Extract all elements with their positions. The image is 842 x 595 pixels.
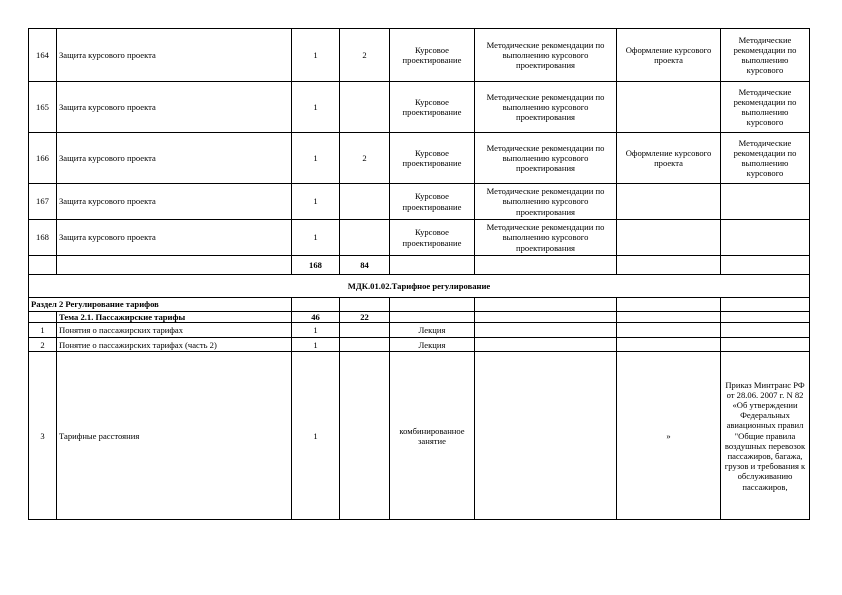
lesson-homework	[617, 323, 721, 338]
lesson-type: Курсовое проектирование	[390, 82, 475, 133]
section-row	[29, 298, 810, 312]
lesson-homework	[617, 220, 721, 256]
mdk-title: МДК.01.02.Тарифное регулирование	[29, 275, 810, 298]
lesson-sources	[721, 323, 810, 338]
lesson-type: Курсовое проектирование	[390, 184, 475, 220]
lesson-materials	[475, 323, 617, 338]
lesson-materials: Методические рекомендации по выполнению курсового проектирования	[475, 184, 617, 220]
table-row	[29, 323, 810, 338]
lesson-materials	[475, 352, 617, 520]
lesson-extra-hours	[340, 184, 390, 220]
topic-hours: 46	[292, 312, 340, 323]
lesson-sources	[721, 184, 810, 220]
lesson-materials	[475, 338, 617, 352]
lesson-topic: Защита курсового проекта	[57, 29, 292, 82]
lesson-extra-hours	[340, 352, 390, 520]
lesson-hours: 1	[292, 220, 340, 256]
lesson-type: Лекция	[390, 323, 475, 338]
lesson-topic: Понятие о пассажирских тарифах (часть 2)	[57, 338, 292, 352]
lesson-homework	[617, 82, 721, 133]
lesson-hours: 1	[292, 352, 340, 520]
lesson-topic: Понятия о пассажирских тарифах	[57, 323, 292, 338]
lesson-number: 167	[29, 184, 57, 220]
lesson-homework: »	[617, 352, 721, 520]
table-row	[29, 352, 810, 520]
lesson-number: 164	[29, 29, 57, 82]
lesson-hours: 1	[292, 29, 340, 82]
section-title: Раздел 2 Регулирование тарифов	[29, 298, 292, 312]
total-hours: 168	[292, 256, 340, 275]
table-row	[29, 133, 810, 184]
lesson-type: Курсовое проектирование	[390, 220, 475, 256]
lesson-topic: Защита курсового проекта	[57, 220, 292, 256]
lesson-number: 168	[29, 220, 57, 256]
lesson-topic: Защита курсового проекта	[57, 184, 292, 220]
topic-extra-hours: 22	[340, 312, 390, 323]
lesson-homework	[617, 184, 721, 220]
lesson-materials: Методические рекомендации по выполнению курсового проектирования	[475, 82, 617, 133]
lesson-extra-hours	[340, 323, 390, 338]
lesson-sources: Методические рекомендации по выполнению курсового	[721, 133, 810, 184]
lesson-hours: 1	[292, 184, 340, 220]
lesson-plan-table	[28, 28, 810, 520]
lesson-sources: Методические рекомендации по выполнению курсового	[721, 29, 810, 82]
lesson-materials: Методические рекомендации по выполнению курсового проектирования	[475, 29, 617, 82]
lesson-extra-hours	[340, 220, 390, 256]
lesson-topic: Тарифные расстояния	[57, 352, 292, 520]
table-row	[29, 82, 810, 133]
lesson-topic: Защита курсового проекта	[57, 133, 292, 184]
lesson-type: комбинированное занятие	[390, 352, 475, 520]
lesson-hours: 1	[292, 133, 340, 184]
lesson-number: 165	[29, 82, 57, 133]
topic-row	[29, 312, 810, 323]
lesson-sources: Методические рекомендации по выполнению курсового	[721, 82, 810, 133]
lesson-materials: Методические рекомендации по выполнению курсового проектирования	[475, 220, 617, 256]
lesson-topic: Защита курсового проекта	[57, 82, 292, 133]
lesson-type: Курсовое проектирование	[390, 133, 475, 184]
lesson-hours: 1	[292, 323, 340, 338]
mdk-title-row	[29, 275, 810, 298]
lesson-type: Курсовое проектирование	[390, 29, 475, 82]
table-row	[29, 29, 810, 82]
lesson-sources	[721, 338, 810, 352]
lesson-hours: 1	[292, 82, 340, 133]
lesson-homework: Оформление курсового проекта	[617, 133, 721, 184]
lesson-hours: 1	[292, 338, 340, 352]
topic-title: Тема 2.1. Пассажирские тарифы	[57, 312, 292, 323]
lesson-number: 3	[29, 352, 57, 520]
lesson-sources: Приказ Минтранс РФ от 28.06. 2007 г. N 82 «Об утверждении Федеральных авиационных правил "Общие правила воздушных перевозок пассажиров, багажа, грузов и требования к обслуживанию пассажиров,	[721, 352, 810, 520]
lesson-type: Лекция	[390, 338, 475, 352]
lesson-number: 166	[29, 133, 57, 184]
lesson-number: 1	[29, 323, 57, 338]
total-extra-hours: 84	[340, 256, 390, 275]
lesson-homework: Оформление курсового проекта	[617, 29, 721, 82]
lesson-extra-hours: 2	[340, 29, 390, 82]
table-body	[29, 29, 810, 520]
totals-row	[29, 256, 810, 275]
lesson-homework	[617, 338, 721, 352]
lesson-extra-hours	[340, 82, 390, 133]
table-row	[29, 184, 810, 220]
table-row	[29, 220, 810, 256]
lesson-number: 2	[29, 338, 57, 352]
lesson-materials: Методические рекомендации по выполнению курсового проектирования	[475, 133, 617, 184]
lesson-extra-hours: 2	[340, 133, 390, 184]
table-row	[29, 338, 810, 352]
lesson-extra-hours	[340, 338, 390, 352]
lesson-sources	[721, 220, 810, 256]
